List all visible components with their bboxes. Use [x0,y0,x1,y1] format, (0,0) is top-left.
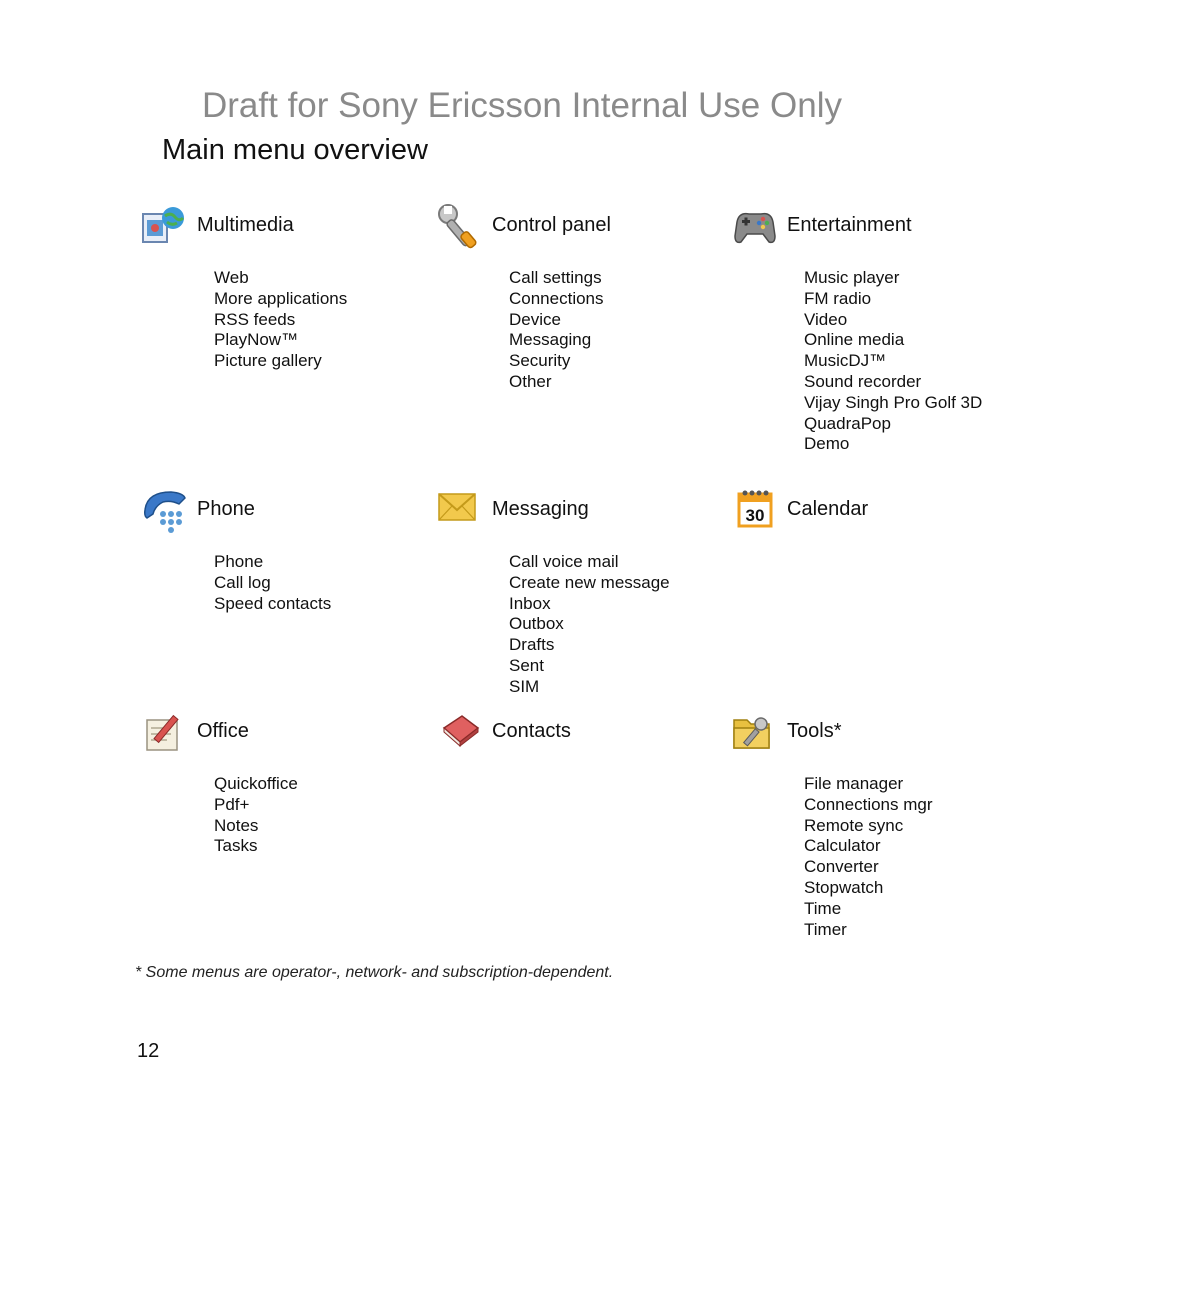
menu-item: Demo [804,434,850,454]
draft-notice: Draft for Sony Ericsson Internal Use Only [202,86,842,125]
menu-item: QuadraPop [804,413,891,433]
menu-item: Vijay Singh Pro Golf 3D [804,392,983,412]
menu-item: Time [804,898,842,918]
menu-item: Video [804,309,848,329]
menu-item: Other [509,371,552,391]
menu-list [214,268,347,372]
menu-item: Speed contacts [214,593,332,613]
menu-item: PlayNow™ [214,330,299,350]
notepad-pen-icon [141,710,189,758]
menu-item: FM radio [804,288,872,308]
calendar-day-text: 30 [745,506,765,525]
menu-item: Sound recorder [804,371,922,391]
menu-list [804,268,982,455]
menu-item: MusicDJ™ [804,351,887,371]
section-title: Contacts [492,720,571,742]
section-title: Messaging [492,498,589,520]
menu-item: Call settings [509,268,602,287]
menu-list [214,774,298,857]
menu-item: Pdf+ [214,794,250,814]
menu-item: Inbox [509,593,551,613]
menu-item: Messaging [509,330,592,350]
menu-item: Music player [804,268,900,287]
menu-item: Converter [804,857,879,877]
section-title: Tools* [787,720,842,742]
menu-item: Outbox [509,614,564,634]
gamepad-icon [731,204,779,252]
page-number: 12 [137,1040,160,1062]
menu-item: Remote sync [804,815,904,835]
folder-tools-icon [731,710,779,758]
section-title: Calendar [787,498,869,520]
calendar-icon [731,488,779,536]
menu-item: Web [214,268,249,287]
address-book-icon [436,710,484,758]
menu-item: Phone [214,552,264,571]
menu-item: Create new message [509,572,670,592]
menu-list [804,774,933,940]
envelope-icon [436,488,484,536]
menu-item: Sent [509,655,544,675]
section-title: Phone [197,498,255,520]
menu-item: Device [509,309,561,329]
menu-item: Connections mgr [804,794,933,814]
menu-item: Timer [804,919,847,939]
footnote: * Some menus are operator-, network- and subscription-dependent. [135,964,614,981]
menu-list [214,552,331,614]
menu-item: SIM [509,676,540,696]
menu-item: Connections [509,288,604,308]
menu-item: Online media [804,330,905,350]
menu-list [509,552,670,698]
menu-item: Drafts [509,635,555,655]
menu-item: RSS feeds [214,309,296,329]
page-title: Main menu overview [162,134,428,166]
phone-icon [141,488,189,536]
menu-item: Call voice mail [509,552,619,571]
menu-item: Quickoffice [214,774,298,793]
section-title: Entertainment [787,214,912,236]
menu-item: More applications [214,288,348,308]
menu-item: File manager [804,774,904,793]
menu-item: Picture gallery [214,351,322,371]
wrench-icon [436,204,484,252]
menu-item: Call log [214,572,271,592]
menu-item: Stopwatch [804,877,884,897]
menu-item: Notes [214,815,259,835]
menu-item: Calculator [804,836,881,856]
section-title: Control panel [492,214,611,236]
menu-list [509,268,604,393]
multimedia-icon [141,204,189,252]
section-title: Office [197,720,249,742]
section-title: Multimedia [197,214,294,236]
menu-item: Security [509,351,571,371]
menu-item: Tasks [214,836,258,856]
